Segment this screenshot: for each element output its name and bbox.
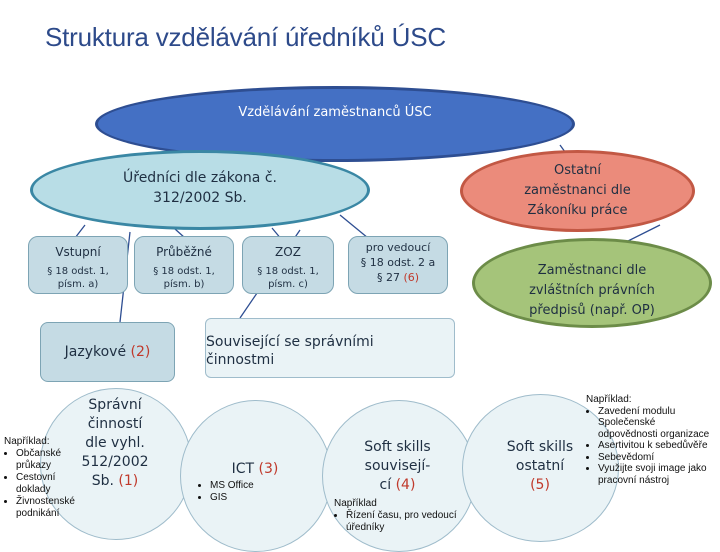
other-line1: Ostatní xyxy=(553,163,602,178)
spravni-examples xyxy=(4,436,84,520)
related-line2: činnostmi xyxy=(206,352,275,368)
box-zoz xyxy=(242,236,334,294)
list-item: • Využijte svoji image jako pracovní nástroj xyxy=(598,463,716,486)
box-sub2: písm. a) xyxy=(57,279,99,290)
box-pro-vedouci xyxy=(348,236,448,294)
box-sub1: § 18 odst. 1, xyxy=(153,266,215,277)
jazykove-label: Jazykové xyxy=(64,344,131,360)
list-item: • Sebevědomí xyxy=(598,452,716,464)
ict-examples xyxy=(198,480,298,504)
box-prubezne xyxy=(134,236,234,294)
special-line1: Zaměstnanci dle xyxy=(537,263,647,278)
officials-node xyxy=(30,150,370,230)
special-line3: předpisů (např. OP) xyxy=(529,303,655,318)
related-activities-node xyxy=(205,318,455,378)
related-line1: Související se správními xyxy=(206,334,374,350)
spravni-line1: Správní xyxy=(88,397,142,413)
soft-related-node xyxy=(345,438,450,495)
list-item: • Cestovní doklady xyxy=(16,472,84,496)
soft-other-num: (5) xyxy=(530,477,550,493)
box-heading: Průběžné xyxy=(156,245,212,259)
list-item: • Občanské průkazy xyxy=(16,448,84,472)
special-line2: zvláštních právních xyxy=(529,283,655,298)
soft-related-line2: souvisejí- xyxy=(364,458,431,474)
other-line2: zaměstnanci dle xyxy=(524,183,631,198)
soft-related-line3: cí xyxy=(379,477,396,493)
ict-label: ICT xyxy=(231,461,259,477)
soft-related-examples-intro: Například xyxy=(334,498,377,509)
list-item: • Řízení času, pro vedoucí úředníky xyxy=(346,510,474,534)
jazykove-num: (2) xyxy=(130,344,151,360)
jazykove-node xyxy=(40,322,175,382)
list-item: • Živnostenské podnikání xyxy=(16,496,84,520)
box-sub2-num: (6) xyxy=(403,271,420,284)
box-sub2: písm. b) xyxy=(163,279,205,290)
box-sub2-text: § 27 xyxy=(376,271,404,284)
box-heading: pro vedoucí xyxy=(365,241,431,254)
box-heading: Vstupní xyxy=(55,245,101,259)
soft-other-examples-intro: Například: xyxy=(586,394,632,405)
soft-related-line1: Soft skills xyxy=(364,439,431,455)
list-item: • GIS xyxy=(210,492,298,504)
soft-related-examples xyxy=(334,498,474,534)
top-node: Vzdělávání zaměstnanců ÚSC xyxy=(95,86,575,162)
page-title: Struktura vzdělávání úředníků ÚSC xyxy=(45,22,446,52)
soft-other-line2: ostatní xyxy=(515,458,565,474)
other-line3: Zákoníku práce xyxy=(527,203,628,218)
spravni-line4: 512/2002 xyxy=(81,454,149,470)
list-item: • MS Office xyxy=(210,480,298,492)
officials-line1: Úředníci dle zákona č. xyxy=(123,170,277,186)
soft-related-num: (4) xyxy=(395,477,416,493)
spravni-examples-intro: Například: xyxy=(4,436,50,447)
box-vstupni xyxy=(28,236,128,294)
list-item: • Zavedení modulu Společenské odpovědnosti organizace xyxy=(598,406,716,441)
box-sub2: písm. c) xyxy=(268,279,308,290)
spravni-line3: dle vyhl. xyxy=(85,435,145,451)
ict-num: (3) xyxy=(258,461,279,477)
soft-other-node xyxy=(490,438,590,495)
box-heading: ZOZ xyxy=(275,245,301,259)
special-law-node xyxy=(472,238,712,328)
box-sub1: § 18 odst. 2 a xyxy=(360,256,436,269)
spravni-line2: činností xyxy=(87,416,143,432)
soft-other-examples xyxy=(586,394,716,486)
spravni-num: (1) xyxy=(118,473,139,489)
list-item: • Asertivitou k sebedůvěře xyxy=(598,440,716,452)
box-sub1: § 18 odst. 1, xyxy=(47,266,109,277)
box-sub1: § 18 odst. 1, xyxy=(257,266,319,277)
officials-line2: 312/2002 Sb. xyxy=(153,190,247,206)
ict-node xyxy=(205,460,305,479)
soft-other-line1: Soft skills xyxy=(506,439,574,455)
spravni-line5: Sb. xyxy=(91,473,119,489)
other-employees-node xyxy=(460,150,695,232)
